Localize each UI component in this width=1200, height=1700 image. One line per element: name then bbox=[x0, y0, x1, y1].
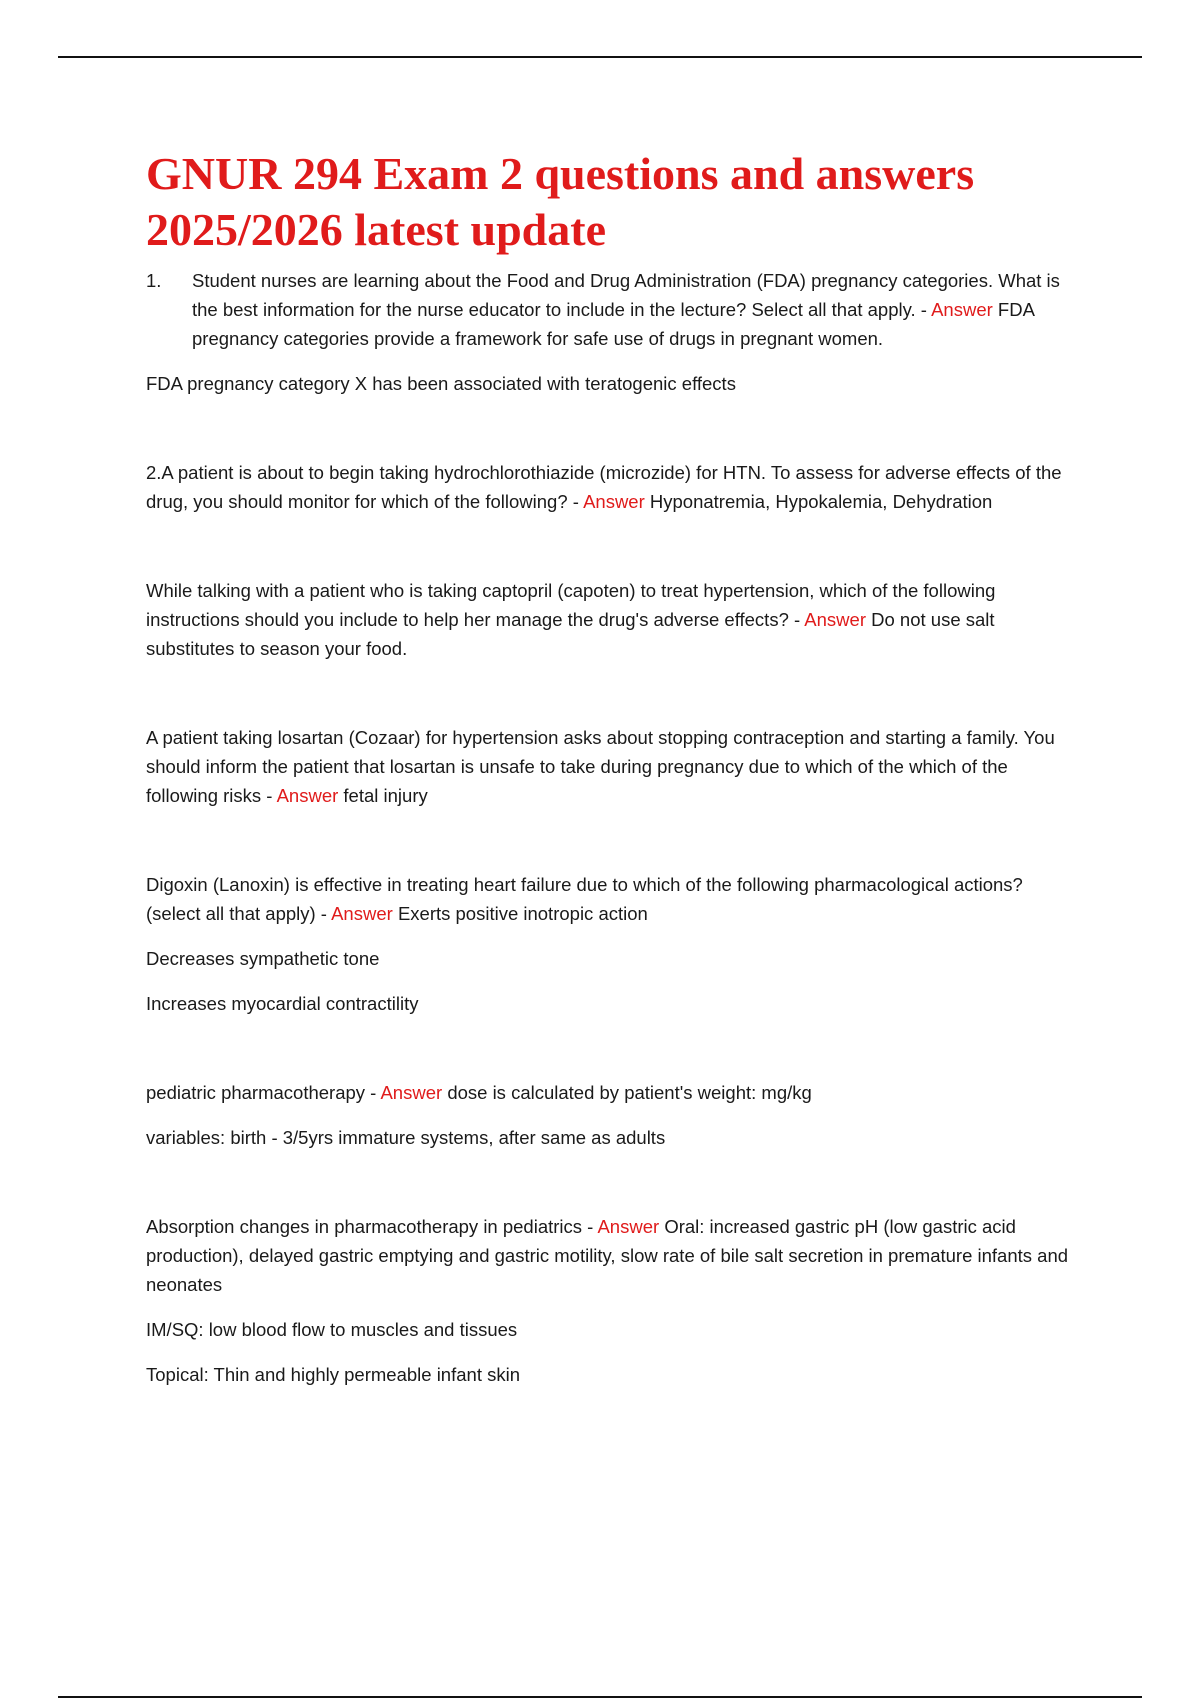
header-rule bbox=[58, 56, 1142, 58]
question-1-text bbox=[192, 266, 1076, 353]
answer-continuation: variables: birth - 3/5yrs immature systems, after same as adults bbox=[146, 1127, 666, 1148]
answer-label: Answer bbox=[331, 903, 393, 924]
question-text: Digoxin (Lanoxin) is effective in treating heart failure due to which of the following pharmacological actions? (select all that apply) - bbox=[146, 874, 1023, 924]
answer-text: dose is calculated by patient's weight: mg/kg bbox=[447, 1082, 812, 1103]
title-line-1: GNUR 294 Exam 2 questions and answers bbox=[146, 148, 975, 199]
question-number: 1. bbox=[146, 270, 162, 291]
answer-continuation: FDA pregnancy category X has been associated with teratogenic effects bbox=[146, 373, 736, 394]
question-7 bbox=[146, 1212, 1076, 1299]
question-text: pediatric pharmacotherapy - bbox=[146, 1082, 377, 1103]
answer-text: Exerts positive inotropic action bbox=[397, 903, 648, 924]
answer-label: Answer bbox=[380, 1082, 443, 1103]
title-line-2: 2025/2026 latest update bbox=[146, 204, 606, 255]
answer-text: Hyponatremia, Hypokalemia, Dehydration bbox=[649, 491, 993, 512]
answer-continuation: IM/SQ: low blood flow to muscles and tissues bbox=[146, 1319, 518, 1340]
answer-label: Answer bbox=[276, 785, 339, 806]
question-5 bbox=[146, 870, 1076, 928]
document-body bbox=[146, 146, 1076, 1389]
question-text: Absorption changes in pharmacotherapy in pediatrics - bbox=[146, 1216, 594, 1237]
answer-continuation: Increases myocardial contractility bbox=[146, 993, 419, 1014]
question-3 bbox=[146, 576, 1076, 663]
answer-text: fetal injury bbox=[343, 785, 428, 806]
answer-continuation: Decreases sympathetic tone bbox=[146, 948, 380, 969]
answer-label: Answer bbox=[583, 491, 645, 512]
question-6 bbox=[146, 1078, 1076, 1107]
footer-rule bbox=[58, 1696, 1142, 1698]
answer-label: Answer bbox=[931, 299, 993, 320]
question-text: While talking with a patient who is taking captopril (capoten) to treat hypertension, which of the following instructions should you include to help her manage the drug's adverse effects? - bbox=[146, 580, 996, 630]
answer-text: Oral: increased gastric pH (low gastric acid production), delayed gastric emptying and gastric motility, slow rate of bile salt secretion in premature infants and neonates bbox=[146, 1216, 1069, 1295]
question-text: 2.A patient is about to begin taking hydrochlorothiazide (microzide) for HTN. To assess for adverse effects of the drug, you should monitor for which of the following? - bbox=[146, 462, 1062, 512]
answer-label: Answer bbox=[597, 1216, 660, 1237]
question-4 bbox=[146, 723, 1076, 810]
answer-label: Answer bbox=[804, 609, 866, 630]
answer-text: Do not use salt substitutes to season your food. bbox=[146, 609, 995, 659]
question-text: Student nurses are learning about the Food and Drug Administration (FDA) pregnancy categories. What is the best information for the nurse educator to include in the lecture? Select all that apply. - bbox=[192, 270, 1060, 320]
answer-text: FDA pregnancy categories provide a framework for safe use of drugs in pregnant women. bbox=[192, 299, 1034, 349]
question-2 bbox=[146, 458, 1076, 516]
answer-continuation: Topical: Thin and highly permeable infant skin bbox=[146, 1364, 520, 1385]
question-text: A patient taking losartan (Cozaar) for hypertension asks about stopping contraception and starting a family. You should inform the patient that losartan is unsafe to take during pregnancy due to which of the which of the following risks - bbox=[146, 727, 1055, 806]
page-title bbox=[146, 146, 1076, 258]
question-1 bbox=[146, 266, 1076, 353]
